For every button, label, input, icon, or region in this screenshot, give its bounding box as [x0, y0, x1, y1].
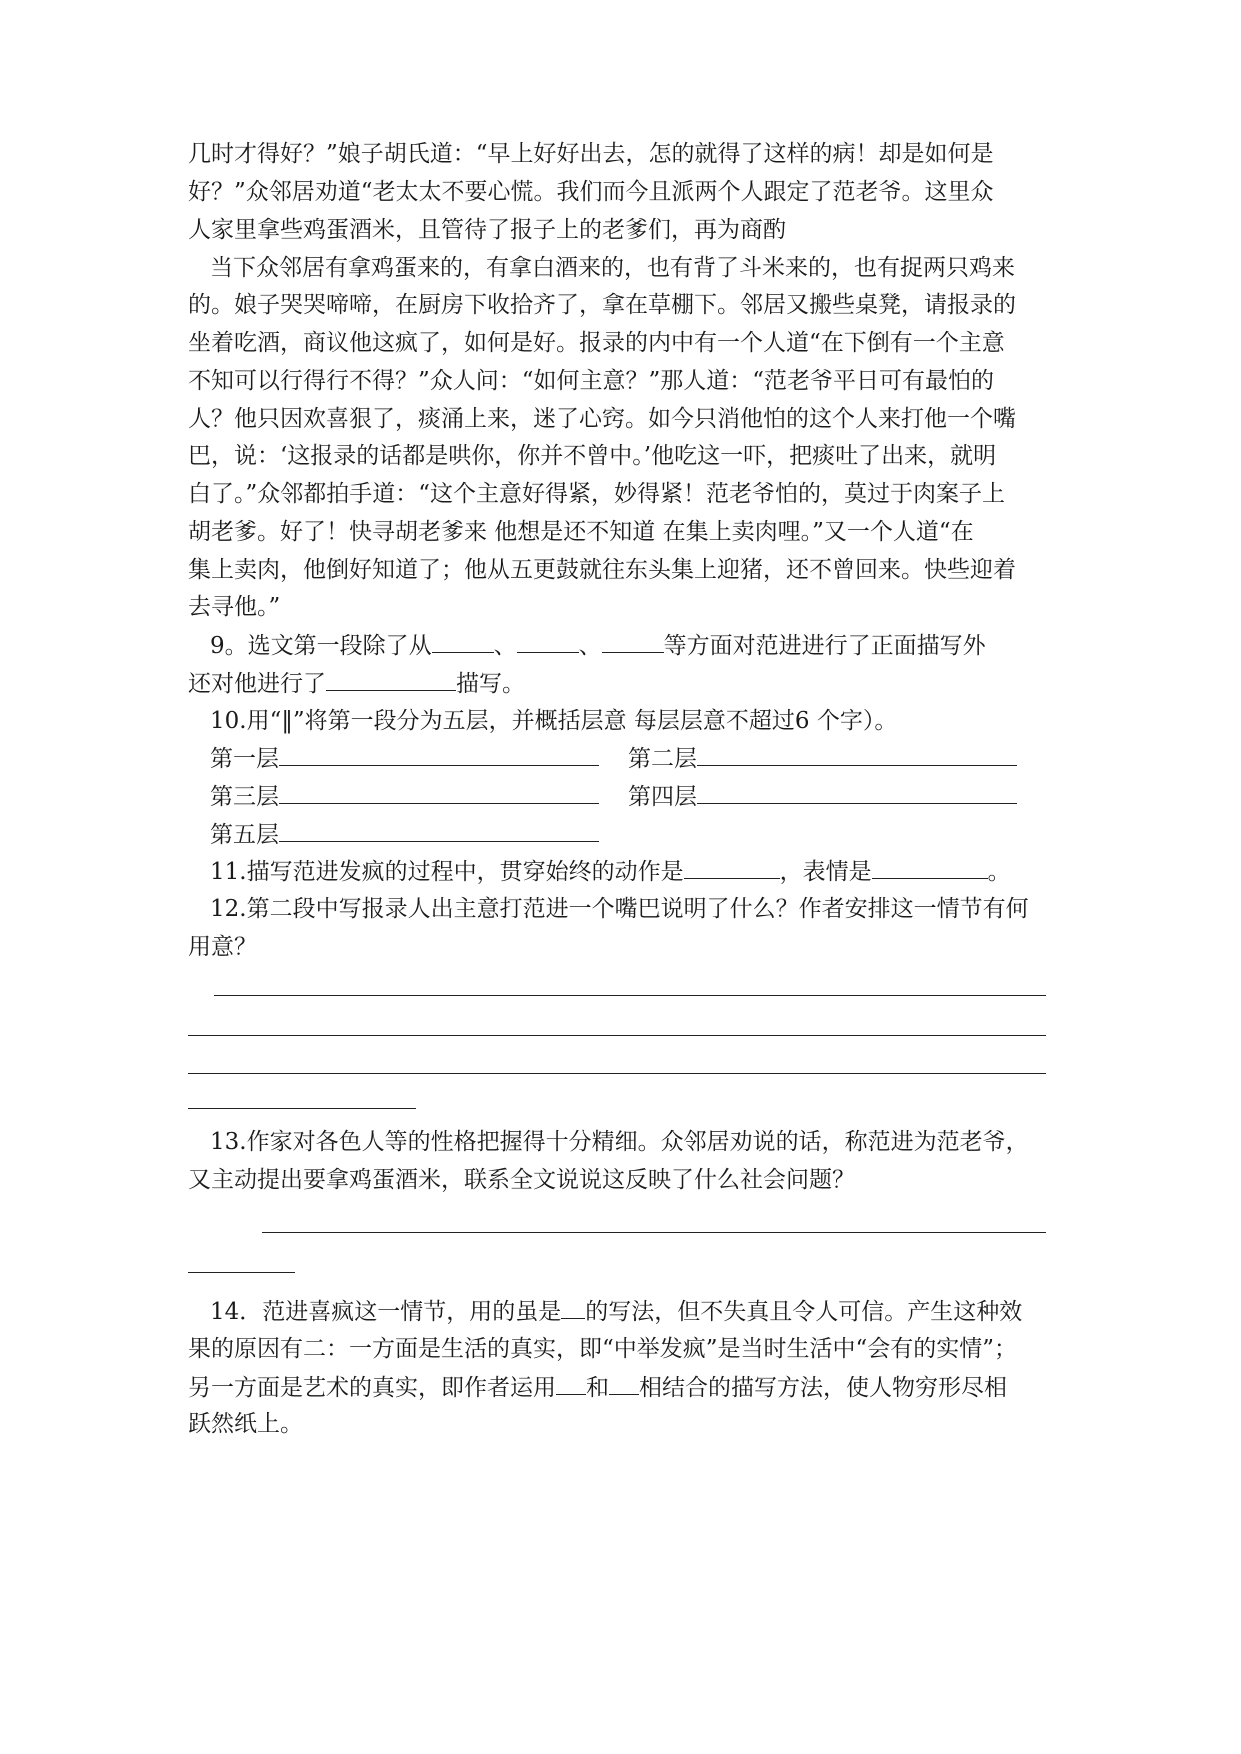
passage-line: 坐着吃酒，商议他这疯了，如何是好。报录的内中有一个人道“在下倒有一个主意 — [188, 330, 1005, 356]
passage-line: 白了。”众邻都拍手道：“这个主意好得紧，妙得紧！范老爷怕的，莫过于肉案子上 — [188, 481, 1006, 507]
layer-row: 第二层 — [628, 743, 1017, 774]
question-9-line-2: 还对他进行了 描写。 — [188, 668, 525, 699]
question-14-line-3: 另一方面是艺术的真实，即作者运用 和 相结合的描写方法，使人物穷形尽相 — [188, 1372, 1007, 1403]
passage-line: 当下众邻居有拿鸡蛋来的，有拿白酒来的，也有背了斗米来的，也有捉两只鸡来 — [210, 255, 1015, 281]
answer-blank-q9-4[interactable] — [326, 668, 456, 691]
question-14-line-1: 14．范进喜疯这一情节，用的虽是 的写法，但不失真且令人可信。产生这种效 — [210, 1296, 1022, 1327]
passage-line: 不知可以行得行不得？”众人问：“如何主意？”那人道：“范老爷平日可有最怕的 — [188, 368, 995, 394]
question-11-text: 11.描写范进发疯的过程中，贯穿始终的动作是 ，表情是 。 — [210, 856, 1011, 887]
question-14-line-4: 跃然纸上。 — [188, 1411, 303, 1437]
question-14-line-2: 果的原因有二：一方面是生活的真实，即“中举发疯”是当时生活中“会有的实情”； — [188, 1336, 1018, 1362]
layer-row: 第一层 — [210, 743, 599, 774]
question-13-line-2: 又主动提出要拿鸡蛋酒米，联系全文说说这反映了什么社会问题？ — [188, 1167, 855, 1193]
answer-blank-layer-4[interactable] — [697, 781, 1017, 804]
answer-line[interactable] — [188, 1272, 295, 1273]
question-13-line-1: 13.作家对各色人等的性格把握得十分精细。众邻居劝说的话，称范进为范老爷， — [210, 1129, 1029, 1155]
passage-line: 巴，说：‘这报录的话都是哄你，你并不曾中。’他吃这一吓，把痰吐了出来，就明 — [188, 443, 997, 469]
question-9-line-1: 9。选文第一段除了从 、 、 等方面对范进进行了正面描写外 — [210, 630, 986, 661]
passage-line: 好？”众邻居劝道“老太太不要心慌。我们而今且派两个人跟定了范老爷。这里众 — [188, 179, 994, 205]
answer-line[interactable] — [262, 1232, 1046, 1233]
answer-blank-q9-2[interactable] — [517, 630, 579, 653]
answer-blank-q11-2[interactable] — [872, 856, 988, 879]
answer-blank-q9-1[interactable] — [432, 630, 494, 653]
answer-blank-q14-3[interactable] — [609, 1372, 639, 1395]
passage-line: 胡老爹。好了！快寻胡老爹来 他想是还不知道 在集上卖肉哩。”又一个人道“在 — [188, 519, 974, 545]
answer-blank-q9-3[interactable] — [602, 630, 664, 653]
answer-line[interactable] — [188, 1073, 1046, 1074]
answer-blank-q14-2[interactable] — [556, 1372, 586, 1395]
answer-line[interactable] — [214, 995, 1046, 996]
layer-row: 第三层 — [210, 781, 599, 812]
question-12-line-2: 用意？ — [188, 934, 257, 960]
passage-line: 几时才得好？”娘子胡氏道：“早上好好出去，怎的就得了这样的病！却是如何是 — [188, 141, 994, 167]
answer-blank-layer-1[interactable] — [279, 743, 599, 766]
answer-blank-q11-1[interactable] — [684, 856, 780, 879]
question-10-text: 10.用“‖”将第一段分为五层，并概括层意 每层层意不超过6 个字）。 — [210, 708, 898, 734]
layer-row: 第四层 — [628, 781, 1017, 812]
answer-line[interactable] — [188, 1035, 1046, 1036]
answer-blank-layer-3[interactable] — [279, 781, 599, 804]
answer-blank-layer-2[interactable] — [697, 743, 1017, 766]
passage-line: 的。娘子哭哭啼啼，在厨房下收拾齐了，拿在草棚下。邻居又搬些桌凳，请报录的 — [188, 292, 1016, 318]
passage-line: 去寻他。” — [188, 594, 281, 620]
passage-line: 人家里拿些鸡蛋酒米，且管待了报子上的老爹们，再为商酌 — [188, 217, 786, 243]
layer-row: 第五层 — [210, 819, 599, 850]
question-12-line-1: 12.第二段中写报录人出主意打范进一个嘴巴说明了什么？作者安排这一情节有何 — [210, 896, 1029, 922]
passage-line: 人？他只因欢喜狠了，痰涌上来，迷了心窍。如今只消他怕的这个人来打他一个嘴 — [188, 406, 1016, 432]
answer-blank-q14-1[interactable] — [561, 1296, 585, 1319]
answer-line[interactable] — [188, 1108, 416, 1109]
answer-blank-layer-5[interactable] — [279, 819, 599, 842]
passage-line: 集上卖肉，他倒好知道了；他从五更鼓就往东头集上迎猪，还不曾回来。快些迎着 — [188, 557, 1016, 583]
